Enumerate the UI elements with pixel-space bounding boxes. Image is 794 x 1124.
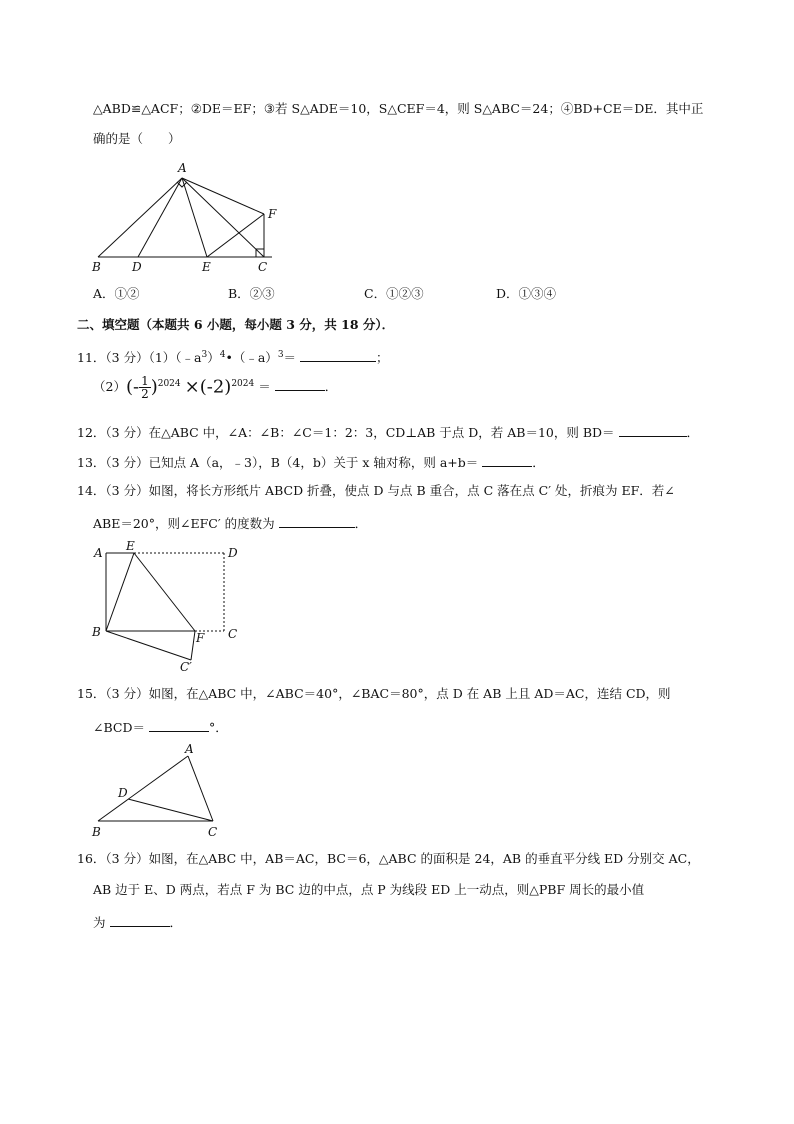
fig15-label-d: D [118, 786, 128, 800]
fig14-label-c: C [228, 627, 238, 641]
fig10-label-b: B [92, 260, 101, 274]
q10-option-d: D．①③④ [496, 286, 557, 301]
q11-blank-1[interactable] [300, 349, 376, 362]
q14-line2: ABE＝20°，则∠EFC′ 的度数为 ． [93, 516, 368, 531]
q13-line: 13．（3 分）已知点 A（a，﹣3），B（4，b）关于 x 轴对称，则 a+b＝ ． [77, 455, 545, 470]
fig10-label-d: D [132, 260, 142, 274]
q10-figure [88, 158, 288, 278]
q14-blank[interactable] [279, 515, 355, 528]
fig10-label-e: E [202, 260, 211, 274]
q10-line1: △ABD≌△ACF；②DE＝EF；③若 S△ADE＝10，S△CEF＝4，则 S△ABC＝24；④BD+CE＝DE．其中正 [93, 101, 704, 116]
fig15-label-b: B [92, 825, 101, 839]
fig15-label-a: A [185, 742, 194, 756]
q14-figure [88, 540, 248, 680]
fig10-label-a: A [178, 161, 187, 175]
section-title: 二、填空题（本题共 6 小题，每小题 3 分，共 18 分）． [77, 317, 395, 332]
q11-blank-2[interactable] [275, 378, 325, 391]
fig14-label-e: E [126, 540, 135, 553]
q10-line2: 确的是（ ） [93, 131, 181, 146]
q16-line1: 16．（3 分）如图，在△ABC 中，AB＝AC，BC＝6，△ABC 的面积是 24，AB 的垂直平分线 ED 分别交 AC， [77, 851, 700, 866]
q10-option-c: C．①②③ [364, 286, 424, 301]
fig14-label-a: A [94, 546, 103, 560]
q15-blank[interactable] [149, 719, 209, 732]
q14-line1: 14．（3 分）如图，将长方形纸片 ABCD 折叠，使点 D 与点 B 重合，点 C 落在点 C′ 处，折痕为 EF．若∠ [77, 483, 675, 498]
fig14-label-b: B [92, 625, 101, 639]
q16-blank[interactable] [110, 914, 170, 927]
fig14-label-d: D [228, 546, 238, 560]
q12-blank[interactable] [619, 424, 687, 437]
fig10-label-c: C [258, 260, 268, 274]
fig14-label-f: F [196, 631, 205, 645]
q13-blank[interactable] [482, 454, 532, 467]
q11-line2: （2）(- $\frac{1}{2}$ )$^{2024} \times(-2)^{2024}$ ＝ ． [93, 374, 338, 401]
q16-line2: AB 边于 E、D 两点，若点 F 为 BC 边的中点，点 P 为线段 ED 上一动点，则△PBF 周长的最小值 [93, 882, 645, 897]
q12-line: 12．（3 分）在△ABC 中，∠A：∠B：∠C＝1：2：3，CD⊥AB 于点 D，若 AB＝10，则 BD＝ ． [77, 425, 700, 440]
q15-line2: ∠BCD＝ °． [93, 720, 228, 735]
q10-option-a: A．①② [93, 286, 140, 301]
q15-line1: 15．（3 分）如图，在△ABC 中，∠ABC＝40°，∠BAC＝80°，点 D 在 AB 上且 AD＝AC，连结 CD，则 [77, 686, 671, 701]
fraction-half: $\frac{1}{2}$ [141, 374, 149, 401]
q10-option-b: B．②③ [228, 286, 275, 301]
fig15-label-c: C [208, 825, 218, 839]
q16-line3: 为 ． [93, 915, 183, 930]
q11-line1: 11．（3 分）$(1)(﹣a^3)^4•(﹣a)^3=$ ； [77, 349, 389, 365]
fig14-label-c-prime: C′ [180, 660, 192, 674]
fig10-label-f: F [268, 207, 277, 221]
q15-figure [88, 740, 228, 840]
